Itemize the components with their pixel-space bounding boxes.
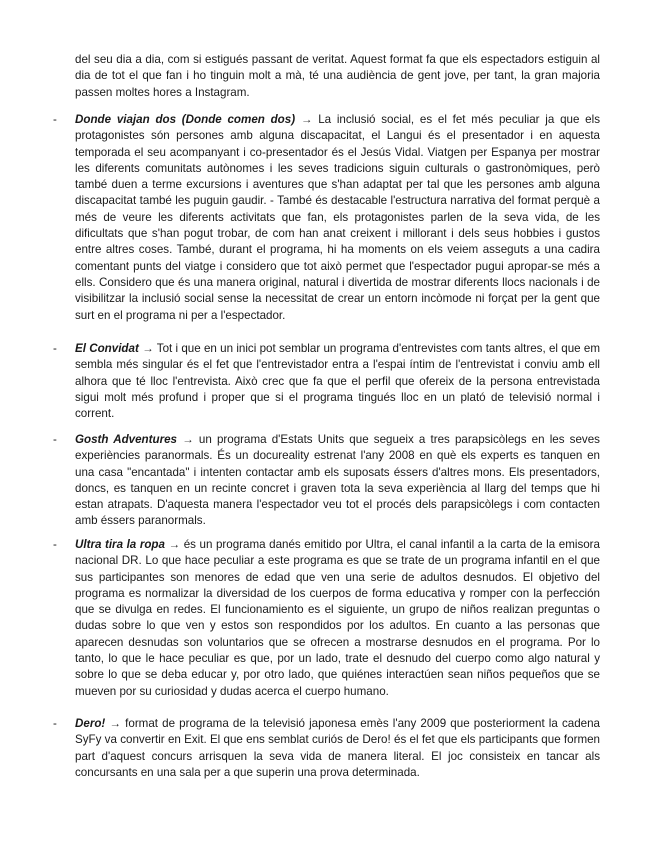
arrow-icon: → bbox=[168, 538, 181, 551]
list-bullet: - bbox=[53, 717, 57, 730]
list-item bbox=[53, 112, 600, 324]
item-text: La inclusió social, es el fet més peculiar ja que els protagonistes són persones amb alguna discapacitat, el Langui és el presentador i en aquesta temporada el seu acompanyant i co-presentador és el Jesús Vidal. Viatgen per Espanya per mostrar les diferents comunitats autònomes i les seves tradicions siguin culturals o gastronòmiques, però també duen a terme excursions i aventures que s'han adaptat per tal que les persones amb alguna discapacitat també les puguin gaudir. - També és destacable l'estructura narrativa del format perquè a més de veure les diferents activitats que fan, els protagonistes parlen de la seva vida, de les dificultats que s'han pogut trobar, de com han anat creixent i millorant i dels seus hobbies i gustos entre altres coses. També, durant el programa, hi ha moments on els veiem asseguts a una cadira comentant punts del viatge i considero que tot això permet que l'espectador pugui apropar-se més a ells. Considero que és una manera original, natural i divertida de mostrar diferents llocs nacionals i de visibilitzar la inclusió social sense la necessitat de crear un entorn incòmode ni forçat per la gent que surt en el programa ni per a l'espectador. bbox=[75, 113, 600, 322]
list-bullet: - bbox=[53, 113, 57, 126]
arrow-icon: → bbox=[300, 113, 313, 126]
item-text: format de programa de la televisió japonesa emès l'any 2009 que posteriorment la cadena SyFy va convertir en Exit. El que ens semblat curiós de Dero! és el fet que els participants que formen part d'aquest concurs arrisquen la seva vida de manera literal. El joc consisteix en tancar als concursants en una sala per a que superin una prova determinada. bbox=[75, 717, 600, 779]
list-bullet: - bbox=[53, 538, 57, 551]
list-item bbox=[53, 341, 600, 422]
item-title: Donde viajan dos (Donde comen dos) bbox=[75, 113, 296, 126]
item-title: Dero! bbox=[75, 717, 106, 730]
list-bullet: - bbox=[53, 433, 57, 446]
list-item bbox=[53, 537, 600, 700]
list-item bbox=[53, 716, 600, 781]
item-title: Ultra tira la ropa bbox=[75, 538, 165, 551]
arrow-icon: → bbox=[109, 717, 122, 730]
item-text: un programa d'Estats Units que segueix a tres parapsicòlegs en les seves experiències paranormals. És un docureality estrenat l'any 2008 en què els experts es tanquen en una casa "encantada" i intenten contactar amb els suposats éssers d'altres mons. Els presentadors, doncs, es tanquen en un recinte concret i graven tota la seva experiència al llarg del temps que hi estan atrapats. D'aquesta manera l'espectador veu tot el procés dels parapsicòlegs i com contacten amb éssers paranormals. bbox=[75, 433, 600, 528]
list-item bbox=[53, 432, 600, 530]
arrow-icon: → bbox=[182, 433, 194, 446]
list-bullet: - bbox=[53, 342, 57, 355]
item-title: Gosth Adventures bbox=[75, 433, 177, 446]
item-title: El Convidat bbox=[75, 342, 139, 355]
item-text: és un programa danés emitido por Ultra, el canal infantil a la carta de la emisora nacional DR. Lo que hace peculiar a este programa es que se trate de un programa infantil en el que sus participantes son menores de edad que ven una serie de adultos desnudos. El objetivo del programa es normalizar la diversidad de los cuerpos de forma educativa y romper con la perfección que se divulga en redes. El funcionamiento es el siguiente, un grupo de niños realizan preguntas o dudas sobre lo que ven y estos son respondidos por los adultos. En cuanto a las personas que aparecen desnudas son voluntarios que se ofrecen a mostrarse desnudos en el programa. Por lo tanto, lo que le hace peculiar es que, por un lado, trate el desnudo del cuerpo como algo natural y sobre lo que se deba educar y, por otro lado, que quiénes interactúen sean niños pequeños que se mueven por su curiosidad y dudas acerca el cuerpo humano. bbox=[75, 538, 600, 698]
arrow-icon: → bbox=[142, 342, 154, 355]
intro-paragraph: del seu dia a dia, com si estigués passant de veritat. Aquest format fa que els espectadors estiguin al dia de tot el que fan i ho tinguin molt a mà, té una audiència de gent jove, per tant, la gran majoria passen moltes hores a Instagram. bbox=[75, 53, 600, 99]
item-text: Tot i que en un inici pot semblar un programa d'entrevistes com tants altres, el que em sembla més singular és el fet que l'entrevistador entra a l'espai íntim de l'entrevistat i conviu amb ell alhora que té lloc l'entrevista. Això crec que fa que el perfil que ofereix de la persona entrevistada sigui molt més profund i proper que si el programa tingués lloc en un plató de televisió normal i corrent. bbox=[75, 342, 600, 421]
